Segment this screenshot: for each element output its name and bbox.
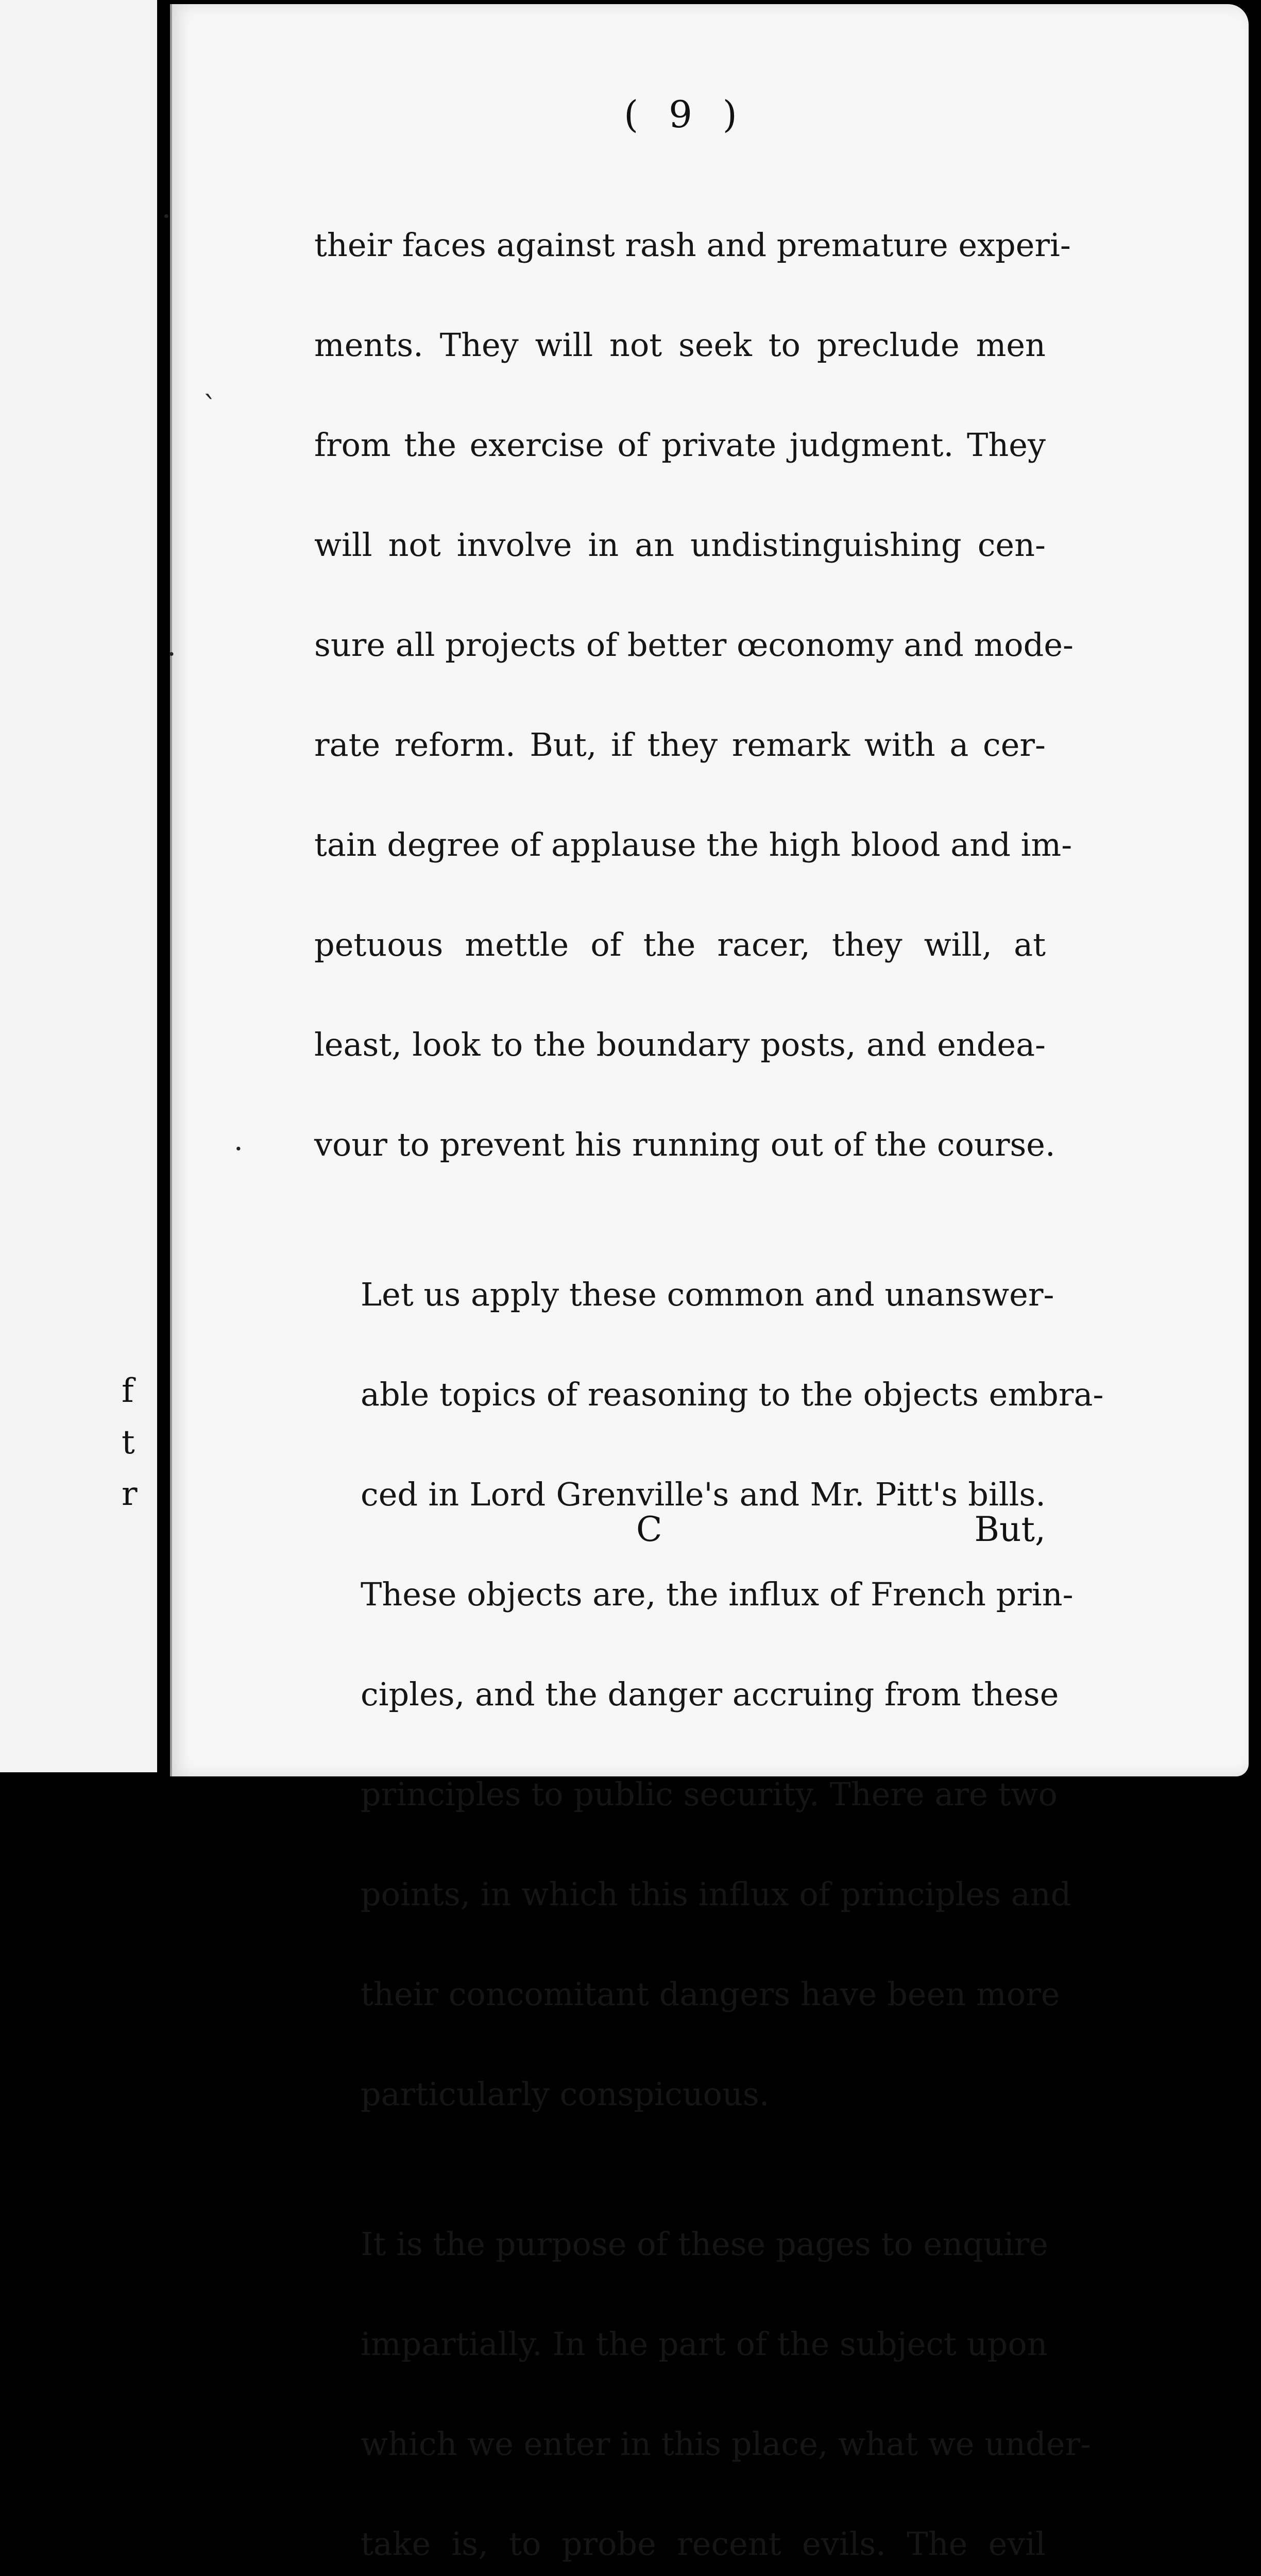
text-line: sure all projects of better œconomy and mode- — [314, 626, 1073, 664]
paragraph-3 — [314, 2169, 1092, 2576]
page-number: ( 9 ) — [624, 93, 746, 136]
text-line: from the exercise of private judgment. They — [314, 426, 1046, 464]
left-page-edge — [0, 0, 160, 1772]
text-line: principles to public security. There are two — [361, 1775, 1058, 1813]
text-line: ced in Lord Grenville's and Mr. Pitt's bills. — [361, 1476, 1046, 1513]
paragraph-2 — [314, 1219, 1104, 2169]
text-line: least, look to the boundary posts, and endea- — [314, 1026, 1046, 1063]
text-line: rate reform. But, if they remark with a cer- — [314, 726, 1046, 764]
text-line: Let us apply these common and unanswer- — [361, 1276, 1054, 1313]
stray-mark: · — [234, 1132, 243, 1166]
text-line: able topics of reasoning to the objects embra- — [361, 1376, 1104, 1413]
text-line: ciples, and the danger accruing from these — [361, 1675, 1059, 1713]
text-line: will not involve in an undistinguishing cen- — [314, 526, 1046, 564]
text-line: tain degree of applause the high blood and im- — [314, 826, 1072, 863]
stray-mark: · — [162, 200, 171, 233]
text-line: vour to prevent his running out of the course. — [314, 1126, 1055, 1163]
signature-mark: C — [636, 1510, 662, 1549]
left-margin-mark: t — [122, 1423, 135, 1462]
stray-mark: ` — [203, 391, 217, 424]
text-line: These objects are, the influx of French prin- — [361, 1575, 1073, 1613]
paragraph-1 — [314, 170, 1073, 1219]
catchword: But, — [974, 1510, 1046, 1549]
text-line: It is the purpose of these pages to enquire — [361, 2225, 1048, 2263]
text-line: their concomitant dangers have been more — [361, 1975, 1060, 2013]
left-margin-mark: r — [122, 1475, 138, 1513]
text-line: take is, to probe recent evils. The evil — [361, 2525, 1046, 2563]
text-line: petuous mettle of the racer, they will, at — [314, 926, 1046, 963]
left-margin-mark: f — [122, 1372, 134, 1410]
stray-mark: · — [167, 638, 176, 671]
left-margin-marks — [122, 1365, 152, 1520]
main-text — [314, 170, 1104, 2576]
text-line: their faces against rash and premature experi- — [314, 226, 1071, 264]
text-line: ments. They will not seek to preclude men — [314, 326, 1046, 364]
text-line: particularly conspicuous. — [361, 2075, 770, 2113]
text-line: impartially. In the part of the subject upon — [361, 2325, 1048, 2363]
text-line: points, in which this influx of principles and — [361, 1875, 1071, 1913]
text-line: which we enter in this place, what we under- — [361, 2425, 1092, 2463]
